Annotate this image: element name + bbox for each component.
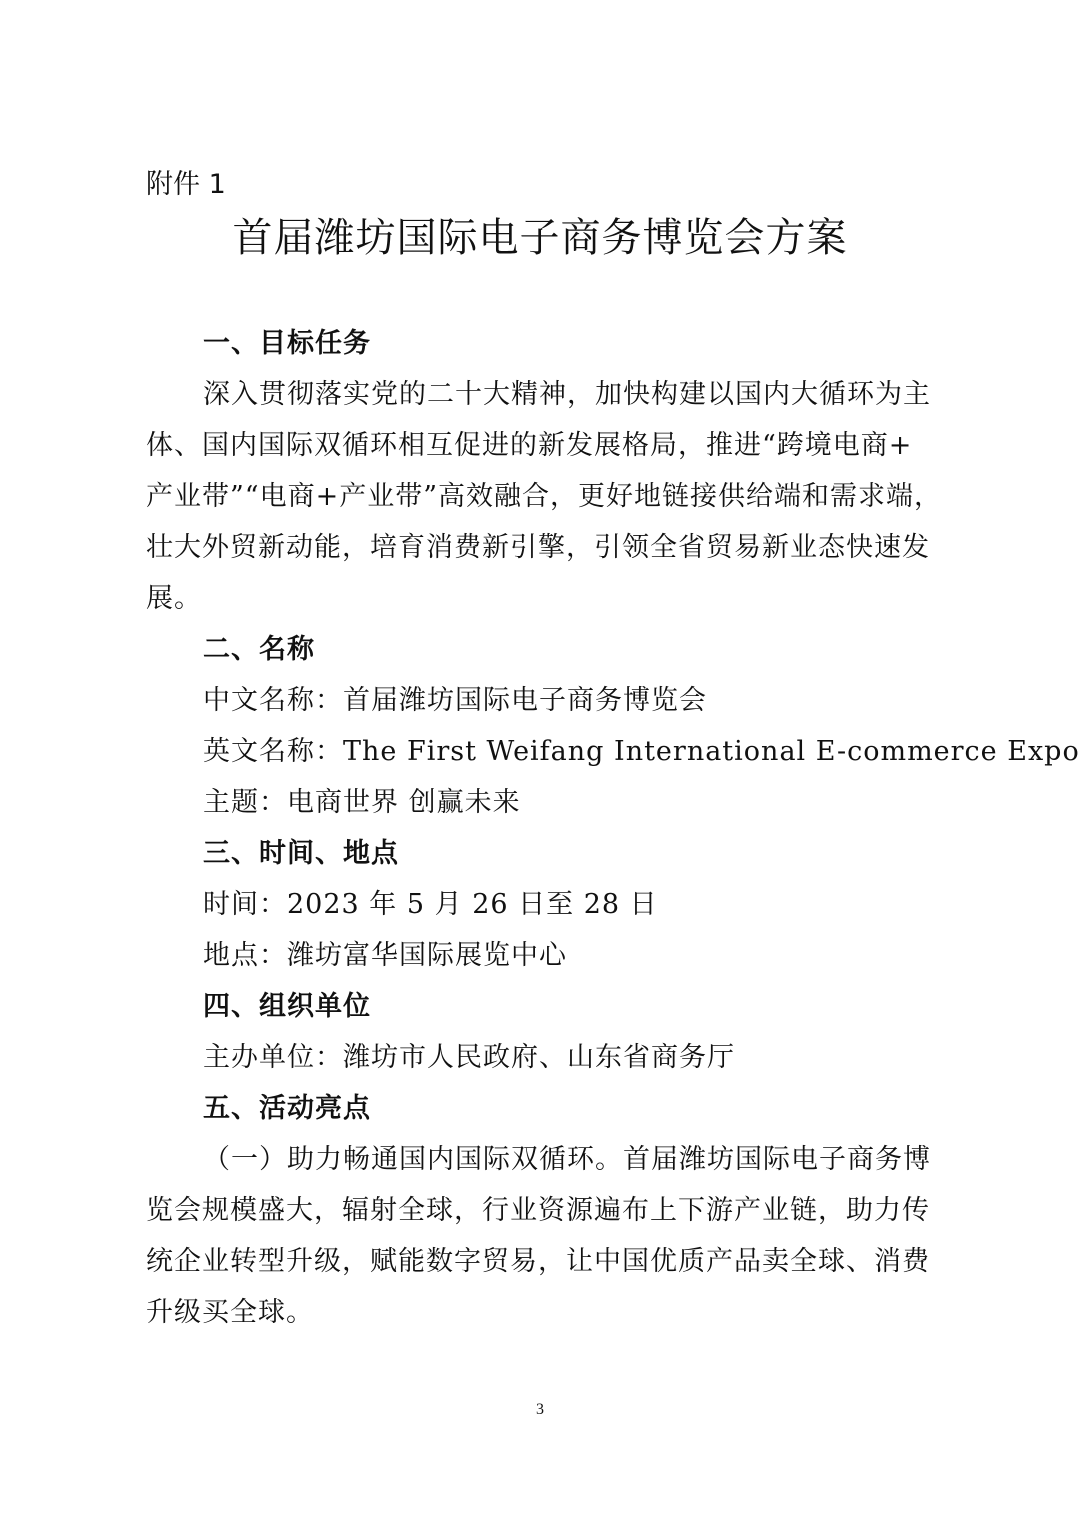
highlights-paragraph-line-4: 升级买全球。	[146, 1297, 314, 1328]
english-name-line: 英文名称：The First Weifang International E-commerce Expo	[203, 736, 1080, 767]
section-heading-organizer: 四、组织单位	[203, 991, 371, 1022]
goals-paragraph-line-5: 展。	[146, 583, 202, 614]
theme-line: 主题：电商世界 创赢未来	[203, 787, 521, 818]
host-line: 主办单位：潍坊市人民政府、山东省商务厅	[203, 1042, 735, 1073]
highlights-paragraph-line-3: 统企业转型升级，赋能数字贸易，让中国优质产品卖全球、消费	[146, 1246, 930, 1277]
goals-paragraph-line-1: 深入贯彻落实党的二十大精神，加快构建以国内大循环为主	[203, 379, 931, 410]
section-heading-goals: 一、目标任务	[203, 328, 371, 359]
document-title: 首届潍坊国际电子商务博览会方案	[232, 215, 848, 261]
place-line: 地点：潍坊富华国际展览中心	[203, 940, 567, 971]
page-number: 3	[536, 1401, 544, 1418]
section-heading-name: 二、名称	[203, 634, 315, 665]
chinese-name-line: 中文名称：首届潍坊国际电子商务博览会	[203, 685, 707, 716]
section-heading-highlights: 五、活动亮点	[203, 1093, 371, 1124]
time-line: 时间：2023 年 5 月 26 日至 28 日	[203, 889, 658, 920]
highlights-paragraph-line-1: （一）助力畅通国内国际双循环。首届潍坊国际电子商务博	[203, 1144, 931, 1175]
goals-paragraph-line-3: 产业带”“电商+产业带”高效融合，更好地链接供给端和需求端，	[146, 481, 943, 512]
goals-paragraph-line-4: 壮大外贸新动能，培育消费新引擎，引领全省贸易新业态快速发	[146, 532, 930, 563]
attachment-label: 附件 1	[146, 169, 226, 200]
goals-paragraph-line-2: 体、国内国际双循环相互促进的新发展格局，推进“跨境电商+	[146, 430, 913, 461]
highlights-paragraph-line-2: 览会规模盛大，辐射全球，行业资源遍布上下游产业链，助力传	[146, 1195, 930, 1226]
section-heading-time-place: 三、时间、地点	[203, 838, 399, 869]
